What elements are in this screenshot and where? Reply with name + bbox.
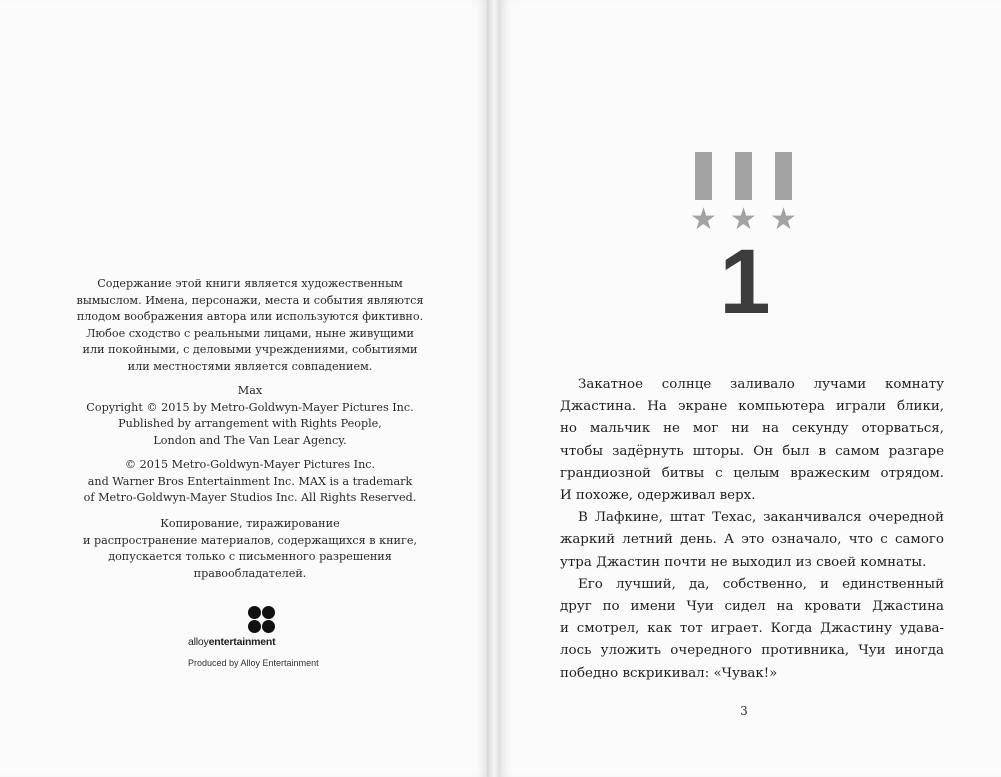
star-icon: ★ [730,202,757,237]
disclaimer-line: Содержание этой книги является художественным [97,277,403,290]
disclaimer-line: плодом воображения автора или используются фиктивно. [76,310,424,324]
star-icon: ★ [690,202,717,237]
disclaimer-line: или покойными, с деловыми учреждениями, событиями [82,343,418,357]
produced-by-text: Produced by Alloy Entertainment [188,658,319,668]
chapter-body [560,374,944,685]
body-line: победно вскрикивал: «Чувак!» [560,665,778,681]
copyright-block-2 [55,457,445,507]
notice-line: правообладателей. [193,566,307,580]
body-line: И похоже, одерживал верх. [560,488,756,504]
chapter-number: 1 [719,231,771,333]
bar [695,152,712,200]
disclaimer-line: или местностями является совпадением. [127,359,373,373]
page-number: 3 [740,704,748,718]
copyright-line: Copyright © 2015 by Metro-Goldwyn-Mayer Pictures Inc. [86,400,414,414]
body-line: Джастина. На экране компьютера играли блики, [560,399,944,415]
copyright-line: and Warner Bros Entertainment Inc. MAX is a trademark [87,474,413,488]
body-line: но мальчик не мог ни на секунду оторваться, [560,421,944,437]
bar [735,152,752,200]
notice-line: Копирование, тиражирование [160,517,340,530]
logo-word-light: alloy [188,636,209,648]
star-icon: ★ [770,202,797,237]
body-line: жаркий летний день. А это означало, что с самого [560,532,944,548]
copy-notice [55,516,445,582]
book-gutter [487,0,500,777]
bar [775,152,792,200]
body-line: Его лучший, да, собственно, и единственный [578,576,944,592]
body-line: друг по имени Чуи сидел на кровати Джастина [560,599,944,615]
clover-icon [248,606,276,634]
chapter-bars-icon [695,152,795,200]
copyright-line: of Metro-Goldwyn-Mayer Studios Inc. All Rights Reserved. [83,491,417,505]
copyright-line: London and The Van Lear Agency. [153,433,347,447]
copyright-line: Published by arrangement with Rights People, [118,417,382,431]
body-line: лось уложить очередного противника, Чуи иногда [560,643,944,659]
logo-word-bold: entertainment [208,636,276,648]
copyright-line: © 2015 Metro-Goldwyn-Mayer Pictures Inc. [124,458,376,471]
disclaimer-line: вымыслом. Имена, персонажи, места и события являются [76,293,424,307]
copyright-block-1 [55,383,445,449]
disclaimer-line: Любое сходство с реальными лицами, ныне живущими [86,326,414,340]
body-line: Закатное солнце заливало лучами комнату [578,377,944,392]
copyright-line: Max [237,384,263,397]
notice-line: допускается только с письменного разрешения [108,550,392,564]
body-line: и смотрел, как тот играет. Когда Джастину удава- [560,621,944,637]
body-line: утра Джастин почти не выходил из своей комнаты. [560,554,927,570]
disclaimer-text [55,276,445,376]
body-line: чтобы задёрнуть шторы. Он был в самом разгаре [560,443,944,459]
body-line: В Лафкине, штат Техас, заканчивался очередной [578,510,944,526]
notice-line: и распространение материалов, содержащихся в книге, [82,533,418,547]
logo-wordmark [188,636,328,648]
body-line: грандиозной битвы с целым вражеским отрядом. [560,465,944,481]
